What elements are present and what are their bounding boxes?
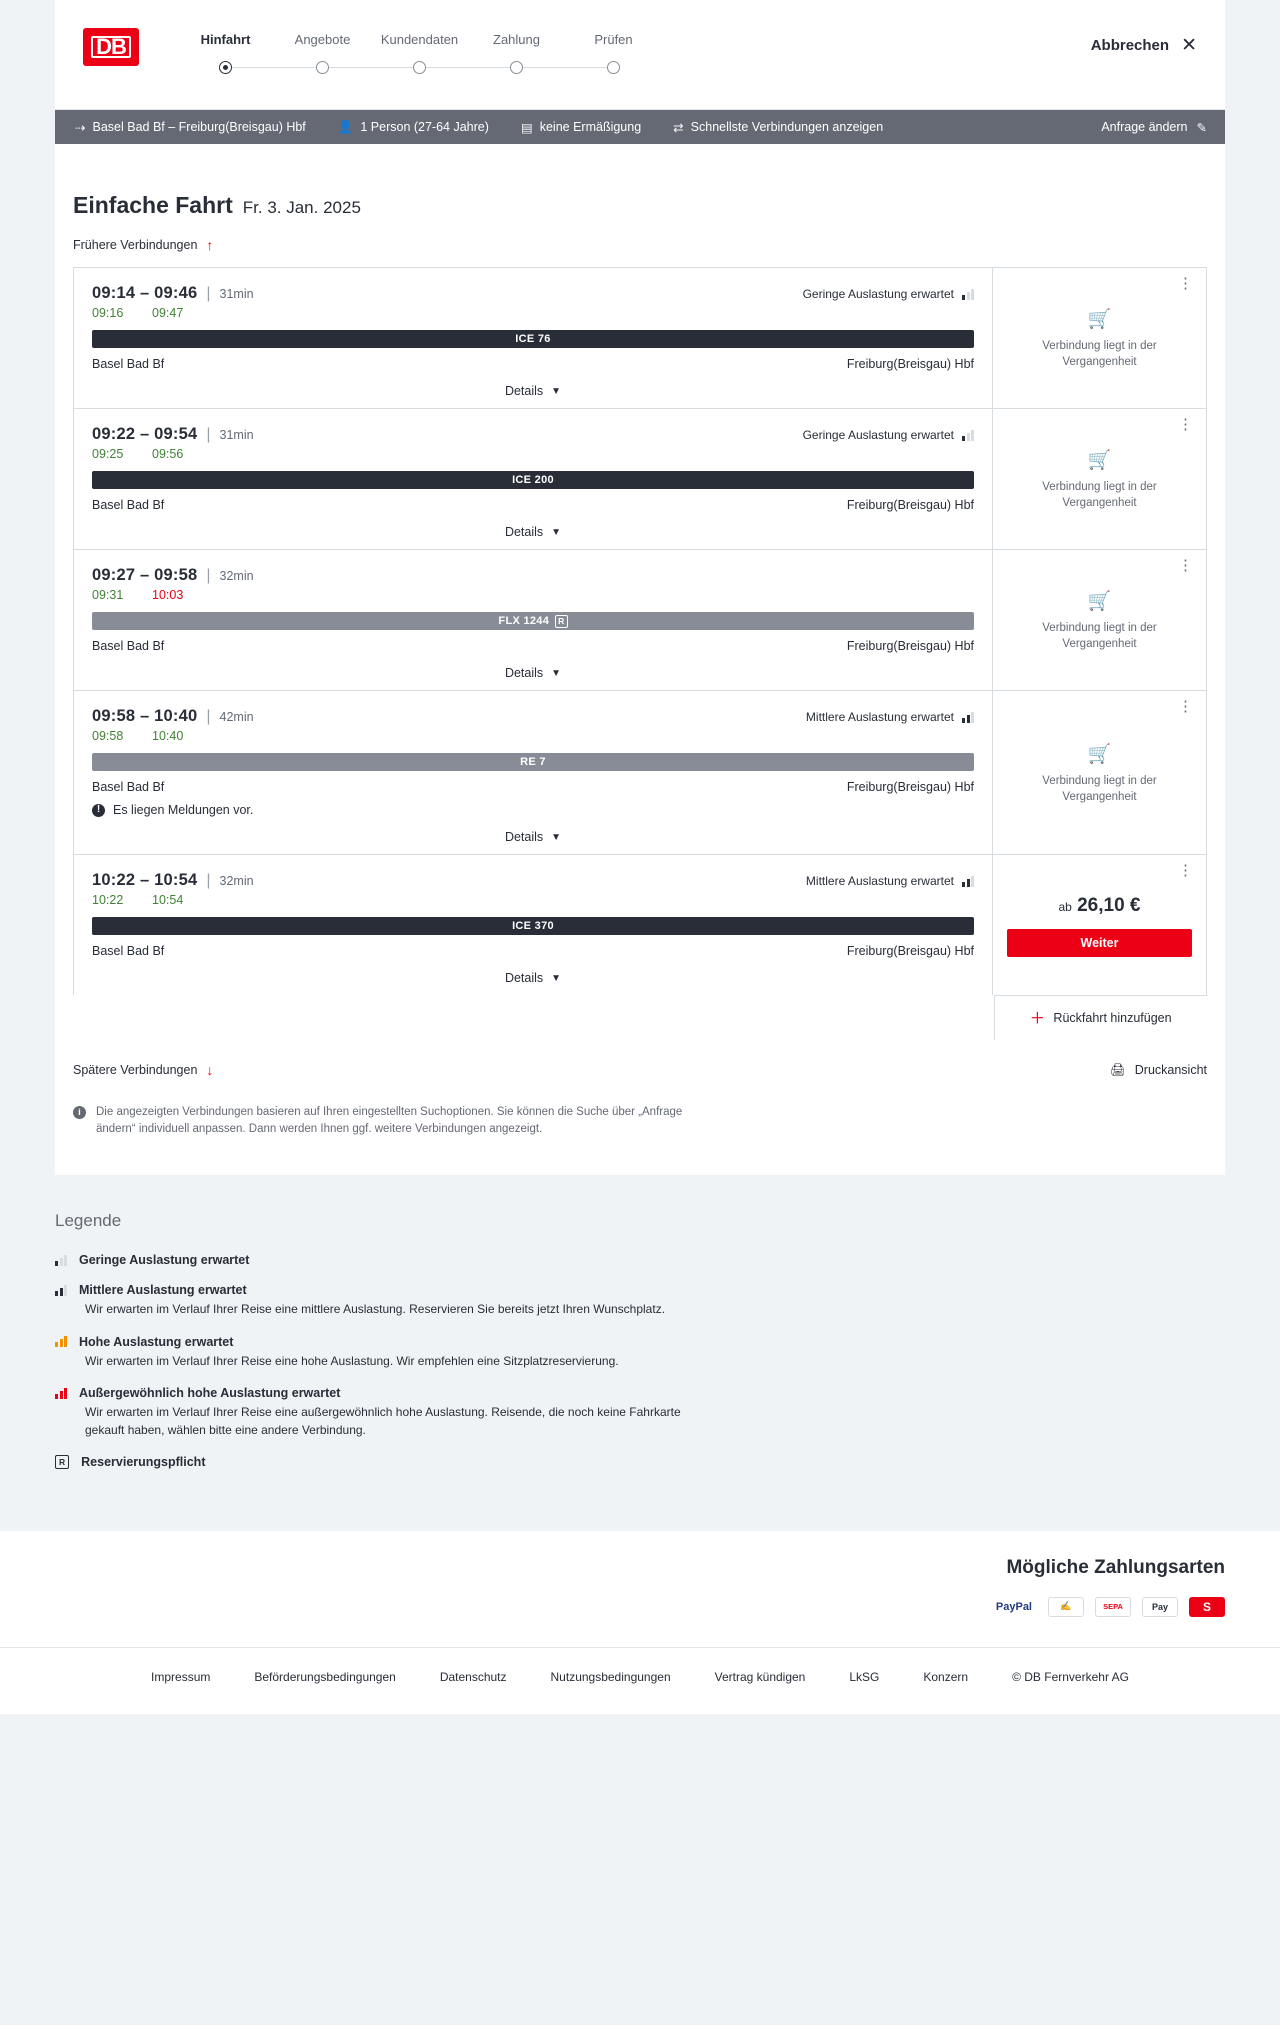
search-hint-text: Die angezeigten Verbindungen basieren auf Ihren eingestellten Suchoptionen. Sie können die Suche über „Anfrage ändern“ individuell anpassen. Dann werden Ihnen ggf. weitere Verbindungen angezeigt. [96, 1106, 683, 1135]
connection-info [74, 268, 993, 408]
connection-list [73, 267, 1207, 1040]
train-name: ICE 370 [512, 920, 554, 932]
step-angebote[interactable] [274, 32, 371, 75]
from-station: Basel Bad Bf [92, 780, 165, 794]
connection-times: 09:58 – 10:40 [92, 707, 198, 725]
actual-departure: 09:16 [92, 306, 124, 320]
search-hint [73, 1104, 713, 1137]
filter-sort-label: Schnellste Verbindungen anzeigen [690, 120, 884, 134]
from-station: Basel Bad Bf [92, 944, 165, 958]
filter-passengers-label: 1 Person (27-64 Jahre) [360, 120, 489, 134]
connection-times: 09:22 – 09:54 [92, 425, 198, 443]
footer-copyright: © DB Fernverkehr AG [1012, 1669, 1129, 1684]
filter-sort[interactable] [673, 120, 899, 135]
occupancy-bars-high-icon [55, 1388, 67, 1399]
page-title-date: Fr. 3. Jan. 2025 [242, 198, 361, 217]
paypal-icon: PayPal [991, 1597, 1037, 1617]
connection-action [993, 550, 1206, 690]
legend-label: Außergewöhnlich hohe Auslastung erwartet [79, 1386, 341, 1401]
occupancy-indicator [806, 710, 974, 724]
details-toggle[interactable] [92, 525, 974, 539]
connection-info [74, 550, 993, 690]
separator: | [206, 708, 211, 725]
details-toggle[interactable] [92, 384, 974, 398]
train-name: FLX 1244 [498, 615, 550, 627]
actual-departure: 10:22 [92, 893, 124, 907]
details-label: Details [504, 666, 544, 680]
connection-action [993, 691, 1206, 854]
footer [0, 1647, 1280, 1714]
apple-pay-icon: Pay [1142, 1597, 1178, 1617]
filter-passengers[interactable] [338, 120, 505, 135]
page-title-main: Einfache Fahrt [73, 192, 233, 218]
step-dot-icon [316, 61, 329, 74]
footer-link-befoerderungsbedingungen[interactable]: Beförderungsbedingungen [254, 1669, 396, 1684]
train-badge [92, 330, 974, 348]
cart-icon: 🛒 [1087, 309, 1112, 331]
legend-item [55, 1455, 1225, 1469]
reservation-required-icon: R [555, 615, 567, 628]
connection-action [993, 268, 1206, 408]
footer-link-lksg[interactable]: LkSG [849, 1669, 880, 1684]
cancel-label: Abbrechen [1090, 37, 1170, 54]
legend-label: Hohe Auslastung erwartet [79, 1334, 234, 1349]
cancel-button[interactable] [1091, 36, 1197, 55]
details-label: Details [504, 525, 544, 539]
actual-arrival: 09:47 [152, 306, 184, 320]
legend-title: Legende [55, 1211, 122, 1231]
separator: | [206, 426, 211, 443]
add-return-label: Rückfahrt hinzufügen [1053, 1011, 1172, 1025]
checkout-stepper [177, 32, 662, 75]
earlier-connections-button[interactable] [73, 237, 1207, 253]
print-label: Druckansicht [1134, 1063, 1207, 1077]
arrow-up-icon: ↑ [206, 237, 214, 253]
occupancy-label: Mittlere Auslastung erwartet [805, 710, 954, 724]
legend-description: Wir erwarten im Verlauf Ihrer Reise eine hohe Auslastung. Wir empfehlen eine Sitzplatzreservierung. [85, 1353, 619, 1368]
footer-link-nutzungsbedingungen[interactable]: Nutzungsbedingungen [550, 1669, 671, 1684]
occupancy-indicator [803, 428, 974, 442]
results-panel [55, 144, 1225, 1175]
db-logo-icon[interactable] [83, 28, 139, 66]
actual-departure: 09:58 [92, 729, 124, 743]
from-station: Basel Bad Bf [92, 498, 165, 512]
connection-info [74, 409, 993, 549]
pencil-icon: ✎ [1196, 120, 1207, 135]
from-station: Basel Bad Bf [92, 357, 165, 371]
chevron-down-icon: ▼ [551, 385, 562, 397]
chevron-down-icon: ▼ [551, 831, 562, 843]
connection-times: 09:27 – 09:58 [92, 566, 198, 584]
step-dot-icon [607, 61, 620, 74]
connection-card[interactable] [73, 267, 1207, 408]
legend-item [55, 1283, 1225, 1318]
actual-departure: 09:31 [92, 588, 124, 602]
continue-button[interactable]: Weiter [1007, 929, 1192, 957]
step-connector [420, 67, 517, 68]
occupancy-bars-icon [962, 430, 974, 441]
step-label: Angebote [294, 32, 351, 47]
step-hinfahrt[interactable] [177, 32, 274, 75]
to-station: Freiburg(Breisgau) Hbf [846, 639, 974, 653]
step-label: Kundendaten [380, 32, 459, 47]
occupancy-bars-icon [55, 1285, 67, 1296]
to-station: Freiburg(Breisgau) Hbf [846, 780, 974, 794]
train-name: ICE 200 [512, 474, 554, 486]
more-options-icon[interactable]: ⋮ [1178, 698, 1194, 715]
printer-icon: 🖨 [1109, 1062, 1126, 1077]
connection-duration: 32min [219, 874, 254, 888]
connection-info [74, 855, 993, 995]
change-query-button[interactable] [1101, 120, 1207, 135]
to-station: Freiburg(Breisgau) Hbf [846, 944, 974, 958]
connection-duration: 42min [219, 710, 254, 724]
arrow-down-icon: ↓ [206, 1062, 214, 1078]
search-summary-bar [55, 110, 1225, 144]
past-connection-note: Verbindung liegt in der Vergangenheit [1042, 340, 1157, 368]
route-arrow-icon: ⇢ [75, 120, 86, 135]
occupancy-bars-icon [962, 712, 974, 723]
card-icon: ▤ [520, 120, 533, 135]
from-station: Basel Bad Bf [92, 639, 165, 653]
sepa-icon: SEPA [1095, 1597, 1131, 1617]
legend-label: Reservierungspflicht [81, 1454, 206, 1469]
connection-card[interactable] [73, 854, 1207, 995]
connection-times: 10:22 – 10:54 [92, 871, 198, 889]
cart-icon: 🛒 [1087, 450, 1112, 472]
legend-item [55, 1335, 1225, 1370]
occupancy-bars-icon [962, 876, 974, 887]
connection-duration: 31min [219, 428, 254, 442]
more-options-icon[interactable]: ⋮ [1178, 557, 1194, 574]
change-query-label: Anfrage ändern [1101, 120, 1188, 134]
close-icon: ✕ [1181, 35, 1197, 56]
connection-message[interactable] [92, 803, 974, 817]
occupancy-indicator [803, 287, 974, 301]
sort-icon: ⇄ [673, 120, 684, 135]
legend-section [0, 1175, 1280, 1531]
actual-departure: 09:25 [92, 447, 124, 461]
connection-booking [993, 855, 1206, 995]
details-toggle[interactable] [92, 971, 974, 985]
legend-description: Wir erwarten im Verlauf Ihrer Reise eine außergewöhnlich hohe Auslastung. Reisende, die noch keine Fahrkarte gekauft haben, wählen bitte eine andere Verbindung. [85, 1405, 681, 1437]
reservation-required-icon: R [55, 1455, 69, 1469]
add-return-trip-button[interactable] [994, 995, 1207, 1040]
step-connector [226, 67, 323, 68]
filter-discount[interactable] [521, 120, 657, 135]
train-badge [92, 917, 974, 935]
occupancy-bars-icon [55, 1336, 67, 1347]
payment-icons [55, 1597, 1225, 1617]
sofort-icon: S [1189, 1597, 1225, 1617]
cart-icon: 🛒 [1087, 743, 1112, 765]
connection-message-label: Es liegen Meldungen vor. [113, 803, 254, 817]
footer-link-konzern[interactable]: Konzern [923, 1669, 969, 1684]
separator: | [206, 872, 211, 889]
legend-label: Geringe Auslastung erwartet [79, 1253, 250, 1268]
step-dot-icon [219, 61, 232, 74]
actual-arrival: 10:03 [152, 588, 184, 602]
details-toggle[interactable] [92, 830, 974, 844]
person-icon: 👤 [337, 119, 354, 134]
payment-methods-section [0, 1531, 1280, 1647]
step-label: Prüfen [594, 32, 633, 47]
app-header [55, 0, 1225, 110]
connection-times: 09:14 – 09:46 [92, 284, 198, 302]
filter-route[interactable] [73, 120, 322, 135]
connection-action [993, 409, 1206, 549]
step-label: Zahlung [493, 32, 540, 47]
connection-duration: 32min [219, 569, 254, 583]
separator: | [206, 567, 211, 584]
payment-methods-title: Mögliche Zahlungsarten [1006, 1556, 1225, 1578]
results-bottom-actions [73, 1044, 1207, 1078]
step-dot-icon [413, 61, 426, 74]
footer-link-datenschutz[interactable]: Datenschutz [439, 1669, 507, 1684]
train-badge [92, 753, 974, 771]
step-pruefen[interactable] [565, 32, 662, 75]
past-connection-note: Verbindung liegt in der Vergangenheit [1042, 774, 1157, 803]
step-connector [323, 67, 420, 68]
more-options-icon[interactable]: ⋮ [1178, 416, 1194, 433]
occupancy-label: Geringe Auslastung erwartet [802, 287, 954, 301]
info-icon: i [73, 1106, 86, 1119]
price-prefix: ab [1058, 900, 1072, 914]
to-station: Freiburg(Breisgau) Hbf [846, 498, 974, 512]
plus-icon: ＋ [1030, 1010, 1045, 1026]
price-display [1058, 895, 1140, 917]
legend-item [55, 1253, 1225, 1267]
legend-description: Wir erwarten im Verlauf Ihrer Reise eine mittlere Auslastung. Reservieren Sie bereits jetzt Ihren Wunschplatz. [85, 1302, 666, 1317]
footer-link-vertrag-kuendigen[interactable]: Vertrag kündigen [714, 1669, 806, 1684]
step-kundendaten[interactable] [371, 32, 468, 75]
step-connector [517, 67, 614, 68]
train-badge [92, 612, 974, 630]
past-connection-note: Verbindung liegt in der Vergangenheit [1042, 481, 1157, 509]
occupancy-indicator [806, 874, 974, 888]
info-icon: ! [92, 804, 105, 817]
legend-label: Mittlere Auslastung erwartet [79, 1283, 247, 1298]
cart-icon: 🛒 [1087, 591, 1112, 613]
later-connections-button[interactable] [73, 1062, 213, 1078]
footer-link-impressum[interactable]: Impressum [151, 1669, 211, 1684]
train-name: ICE 76 [515, 333, 551, 345]
chevron-down-icon: ▼ [551, 972, 562, 984]
separator: | [206, 285, 211, 302]
connection-info [74, 691, 993, 854]
more-options-icon[interactable]: ⋮ [1178, 275, 1194, 292]
actual-arrival: 10:54 [152, 893, 184, 907]
occupancy-bars-icon [55, 1255, 67, 1266]
train-badge [92, 471, 974, 489]
details-label: Details [504, 830, 544, 844]
details-toggle[interactable] [92, 666, 974, 680]
occupancy-label: Mittlere Auslastung erwartet [805, 874, 954, 888]
to-station: Freiburg(Breisgau) Hbf [846, 357, 974, 371]
connection-duration: 31min [219, 287, 254, 301]
price-value: 26,10 € [1077, 895, 1141, 916]
more-options-icon[interactable]: ⋮ [1178, 862, 1194, 879]
filter-discount-label: keine Ermäßigung [539, 120, 642, 134]
page-title [73, 144, 1207, 219]
filter-route-label: Basel Bad Bf – Freiburg(Breisgau) Hbf [92, 120, 306, 134]
chevron-down-icon: ▼ [551, 667, 562, 679]
connection-card[interactable] [73, 408, 1207, 549]
connection-card[interactable] [73, 690, 1207, 854]
occupancy-bars-icon [962, 289, 974, 300]
bottom-padding [0, 1714, 1280, 1754]
actual-arrival: 09:56 [152, 447, 184, 461]
step-zahlung[interactable] [468, 32, 565, 75]
direct-debit-icon: ✍ [1048, 1597, 1084, 1617]
details-label: Details [504, 384, 544, 398]
actual-arrival: 10:40 [152, 729, 184, 743]
step-label: Hinfahrt [200, 32, 251, 47]
occupancy-label: Geringe Auslastung erwartet [802, 428, 954, 442]
print-view-button[interactable] [1110, 1063, 1207, 1078]
db-logo-text: DB [91, 36, 131, 58]
earlier-label: Frühere Verbindungen [73, 238, 198, 252]
step-dot-icon [510, 61, 523, 74]
chevron-down-icon: ▼ [551, 526, 562, 538]
details-label: Details [504, 971, 544, 985]
legend-item [55, 1386, 1225, 1439]
train-name: RE 7 [520, 756, 546, 768]
connection-card[interactable] [73, 549, 1207, 690]
past-connection-note: Verbindung liegt in der Vergangenheit [1042, 622, 1157, 650]
later-label: Spätere Verbindungen [73, 1063, 198, 1077]
